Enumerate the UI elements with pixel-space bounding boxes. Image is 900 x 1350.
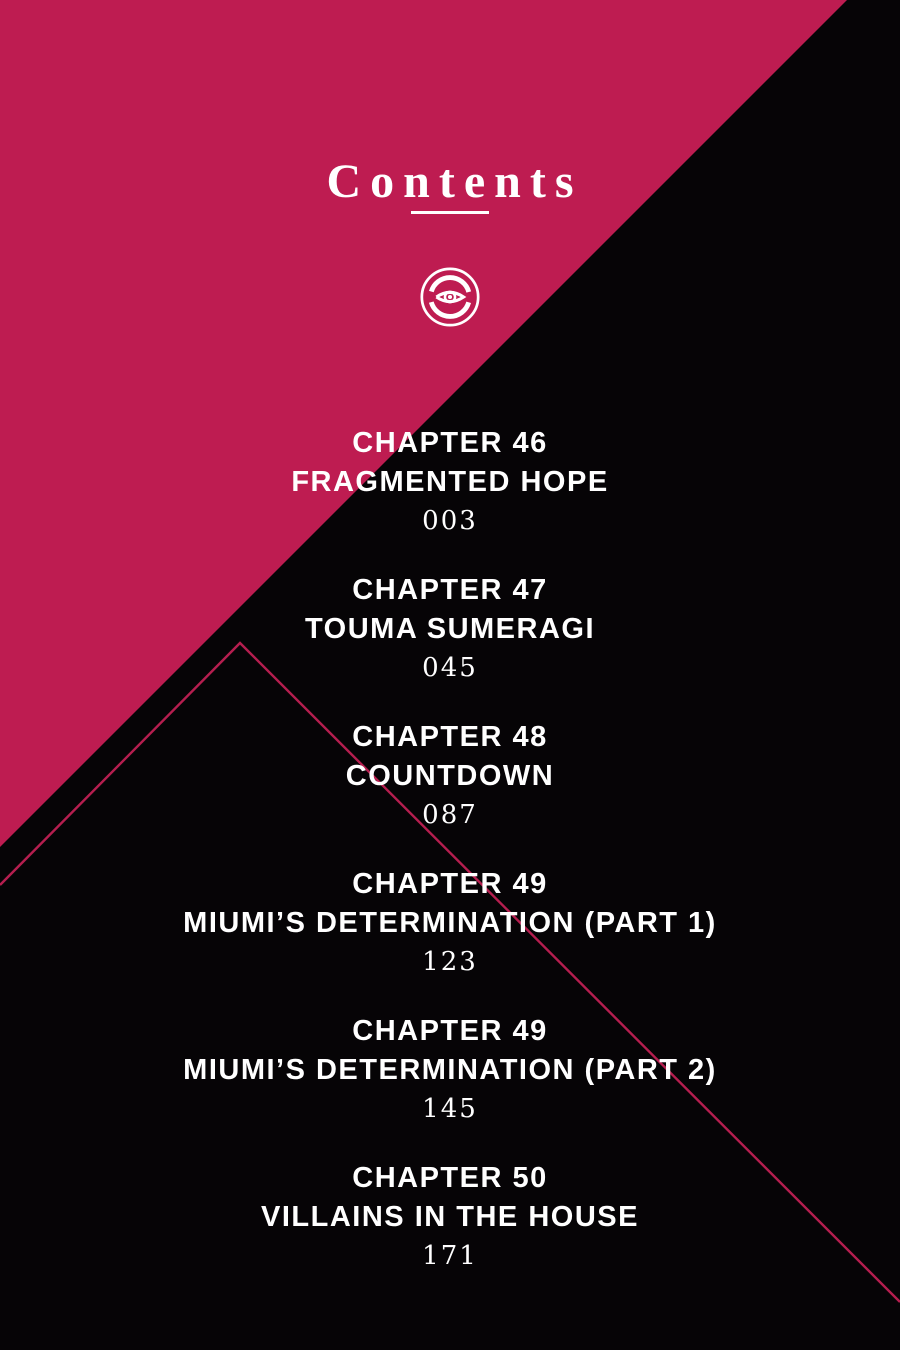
chapter-number: CHAPTER 49 <box>352 868 548 900</box>
title-underline <box>411 211 489 214</box>
toc-entry <box>0 865 900 982</box>
toc-entry <box>0 424 900 541</box>
toc-entry <box>0 1012 900 1129</box>
chapter-number: CHAPTER 47 <box>352 574 548 606</box>
chapter-title: TOUMA SUMERAGI <box>304 613 596 645</box>
chapter-page-number: 003 <box>422 506 478 536</box>
chapter-number: CHAPTER 50 <box>352 1162 548 1194</box>
toc-entry <box>0 571 900 688</box>
chapter-number: CHAPTER 49 <box>352 1015 548 1047</box>
chapter-page-number: 145 <box>422 1094 478 1124</box>
chapter-page-number: 045 <box>422 653 478 683</box>
toc-entry <box>0 1159 900 1276</box>
chapter-title: VILLAINS IN THE HOUSE <box>261 1201 639 1233</box>
chapter-page-number: 123 <box>422 947 478 977</box>
chapter-page-number: 087 <box>422 800 478 830</box>
toc-entry <box>0 718 900 835</box>
chapter-number: CHAPTER 46 <box>352 427 548 459</box>
chapter-page-number: 171 <box>422 1241 478 1271</box>
eye-spiral-logo-icon <box>416 263 484 331</box>
chapter-title: MIUMI’S DETERMINATION (PART 1) <box>183 907 717 939</box>
chapter-list <box>0 424 900 1306</box>
page-title: Contents <box>326 155 583 208</box>
chapter-title: MIUMI’S DETERMINATION (PART 2) <box>183 1054 717 1086</box>
chapter-number: CHAPTER 48 <box>352 721 548 753</box>
chapter-title: FRAGMENTED HOPE <box>291 466 609 498</box>
chapter-title: COUNTDOWN <box>345 760 555 792</box>
